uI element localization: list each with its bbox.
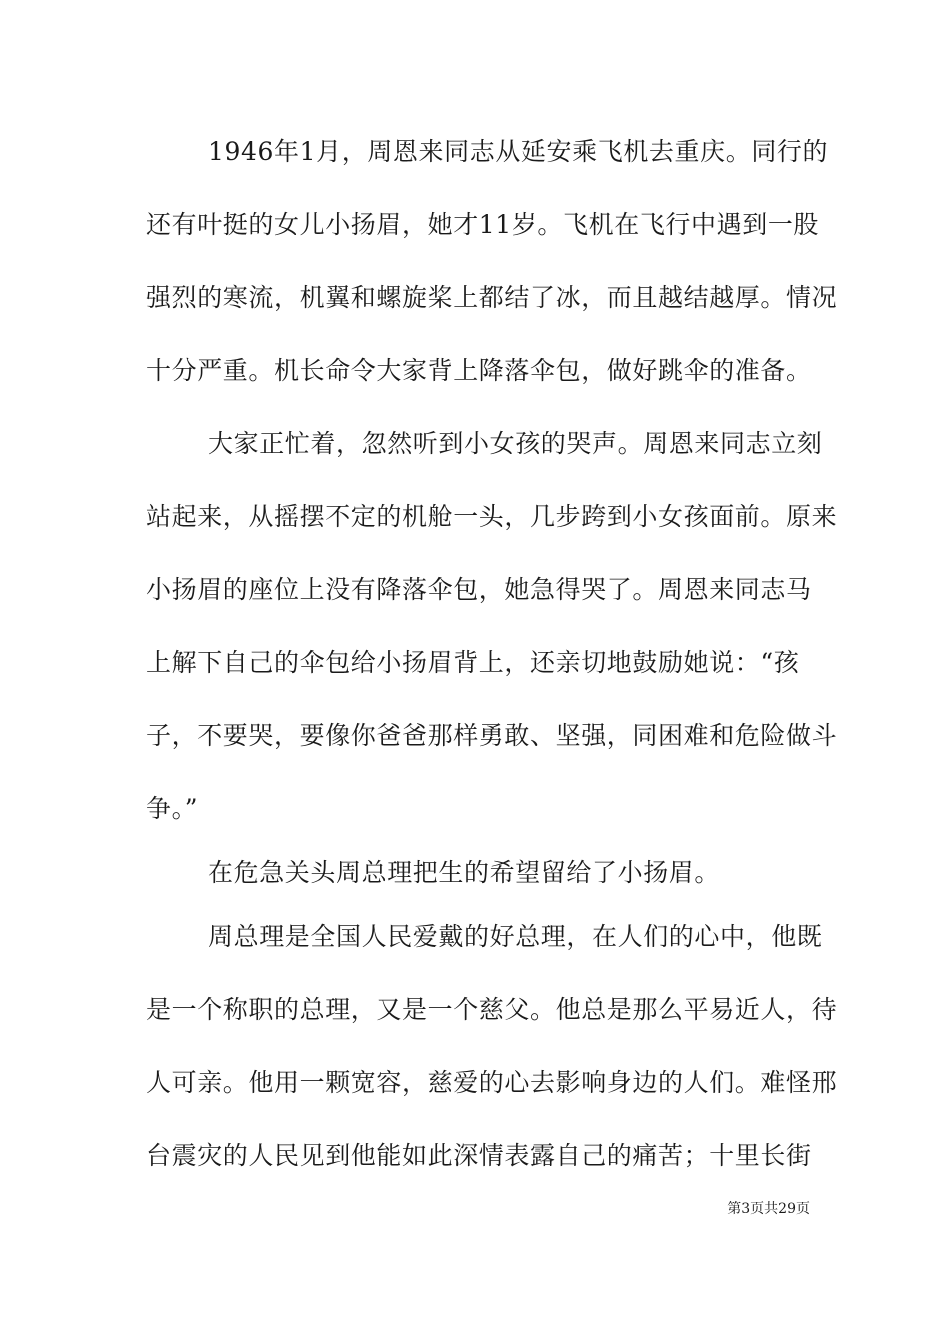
text-line-3: 强烈的寒流，机翼和螺旋桨上都结了冰，而且越结越厚。情况 <box>146 283 838 312</box>
text-line-8: 上解下自己的伞包给小扬眉背上，还亲切地鼓励她说：“孩 <box>146 648 800 677</box>
text-line-10: 争。” <box>146 794 199 823</box>
text-line-14: 人可亲。他用一颗宽容，慈爱的心去影响身边的人们。难怪邢 <box>146 1068 838 1097</box>
text-line-1: 1946年1月，周恩来同志从延安乘飞机去重庆。同行的 <box>208 137 829 166</box>
text-line-7: 小扬眉的座位上没有降落伞包，她急得哭了。周恩来同志马 <box>146 575 812 604</box>
text-line-11: 在危急关头周总理把生的希望留给了小扬眉。 <box>208 858 721 887</box>
text-line-15: 台震灾的人民见到他能如此深情表露自己的痛苦；十里长街 <box>146 1141 812 1170</box>
text-line-12: 周总理是全国人民爱戴的好总理，在人们的心中，他既 <box>208 922 823 951</box>
text-line-6: 站起来，从摇摆不定的机舱一头，几步跨到小女孩面前。原来 <box>146 502 838 531</box>
text-line-4: 十分严重。机长命令大家背上降落伞包，做好跳伞的准备。 <box>146 356 812 385</box>
text-line-2: 还有叶挺的女儿小扬眉，她才11岁。飞机在飞行中遇到一股 <box>146 210 820 239</box>
text-line-9: 子，不要哭，要像你爸爸那样勇敢、坚强，同困难和危险做斗 <box>146 721 838 750</box>
page-number: 第3页共29页 <box>727 1201 810 1217</box>
text-line-5: 大家正忙着，忽然听到小女孩的哭声。周恩来同志立刻 <box>208 429 823 458</box>
text-line-13: 是一个称职的总理，又是一个慈父。他总是那么平易近人，待 <box>146 995 838 1024</box>
